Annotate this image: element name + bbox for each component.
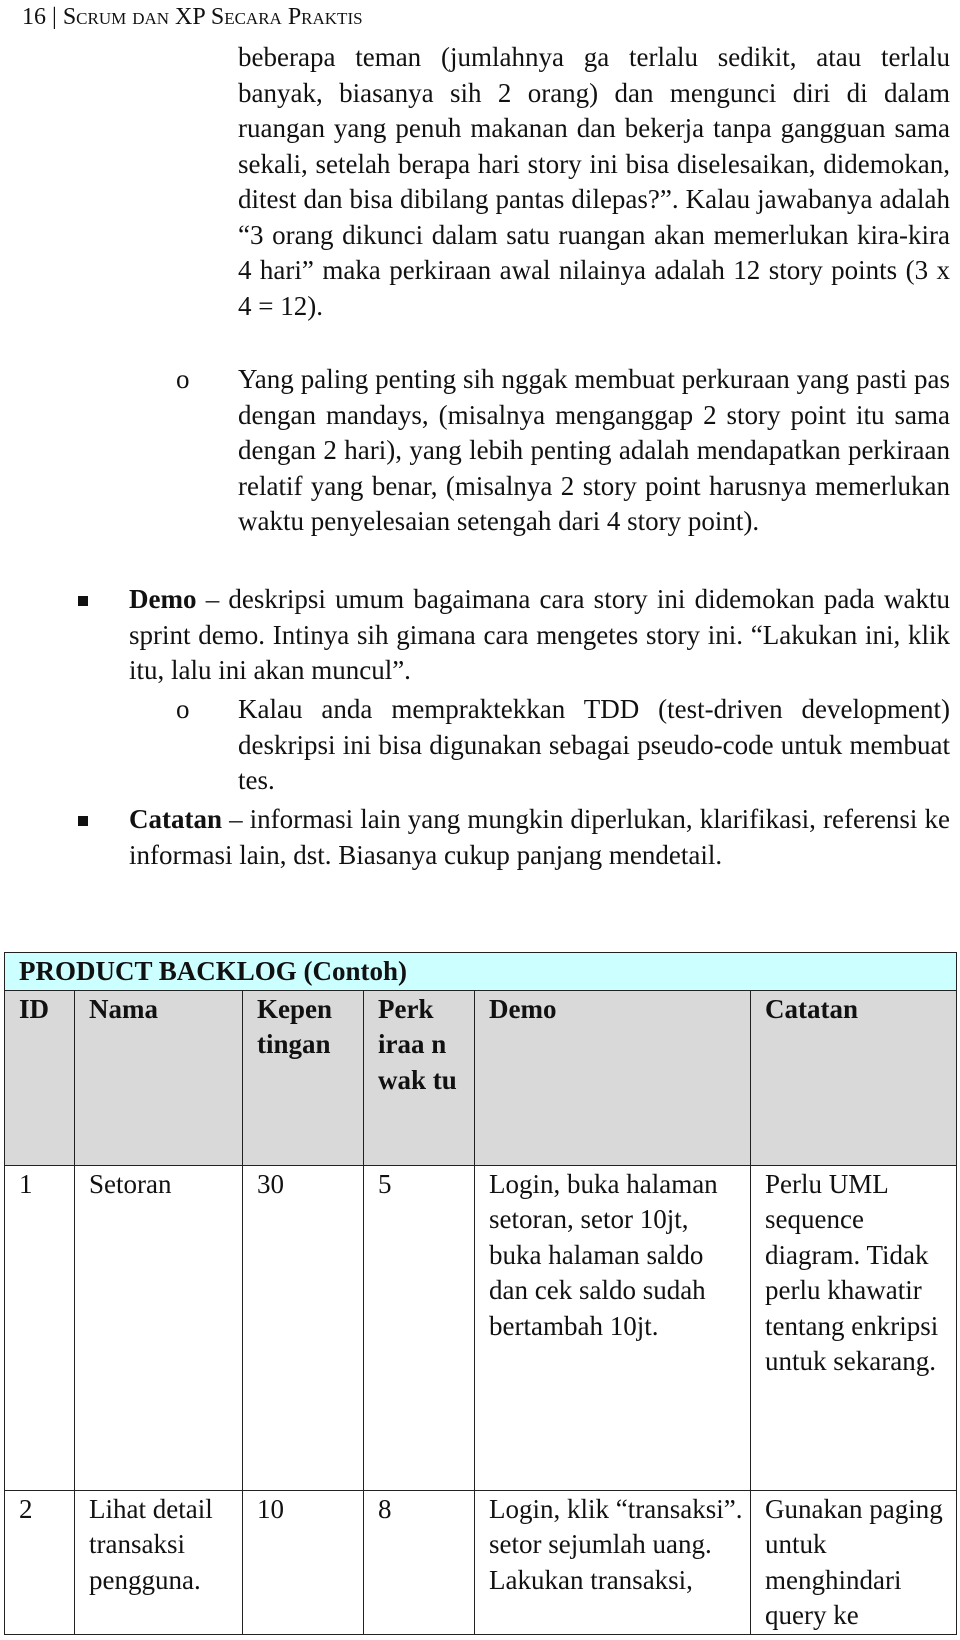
cell-demo: Login, buka halaman setoran, setor 10jt, buka halaman saldo dan cek saldo sudah bertambah 10jt. (475, 1165, 751, 1490)
header-id: ID (5, 990, 75, 1165)
header-demo: Demo (475, 990, 751, 1165)
table-title: PRODUCT BACKLOG (Contoh) (5, 953, 957, 991)
catatan-description: – informasi lain yang mungkin diperlukan, klarifikasi, referensi ke informasi lain, dst. Biasanya cukup panjang mendetail. (129, 804, 950, 870)
cell-kepentingan: 30 (243, 1165, 364, 1490)
book-title: Scrum dan XP Secara Praktis (62, 4, 363, 30)
demo-paragraph (129, 582, 950, 689)
cell-perkiraan: 8 (364, 1490, 475, 1634)
header-kepentingan: Kepen tingan (243, 990, 364, 1165)
cell-perkiraan: 5 (364, 1165, 475, 1490)
catatan-paragraph (129, 802, 950, 873)
header-catatan: Catatan (751, 990, 957, 1165)
mandays-paragraph: Yang paling penting sih nggak membuat perkuraan yang pasti pas dengan mandays, (misalnya menganggap 2 story point itu sama dengan 2 hari), yang lebih penting adalah mendapatkan perkiraan relatif yang benar, (misalnya 2 story point harusnya memerlukan waktu penyelesaian setengah dari 4 story point). (238, 364, 950, 536)
table-row (5, 1165, 957, 1490)
sub-bullet-marker: o (176, 364, 190, 394)
sub-bullet-marker: o (176, 694, 190, 724)
demo-term: Demo (129, 584, 197, 614)
page-header (22, 4, 363, 31)
table-row (5, 1490, 957, 1634)
bullet-square-icon (78, 596, 88, 606)
cell-nama: Setoran (75, 1165, 243, 1490)
cell-id: 2 (5, 1490, 75, 1634)
cell-kepentingan: 10 (243, 1490, 364, 1634)
bullet-square-icon (78, 816, 88, 826)
table-header-row (5, 990, 957, 1165)
cell-id: 1 (5, 1165, 75, 1490)
catatan-term: Catatan (129, 804, 222, 834)
page-number: 16 (22, 4, 46, 30)
product-backlog-table (4, 952, 957, 1635)
cell-demo: Login, klik “transaksi”. setor sejumlah uang. Lakukan transaksi, (475, 1490, 751, 1634)
cell-catatan: Perlu UML sequence diagram. Tidak perlu khawatir tentang enkripsi untuk sekarang. (751, 1165, 957, 1490)
table-title-row (5, 953, 957, 991)
cell-catatan: Gunakan paging untuk menghindari query ke (751, 1490, 957, 1634)
header-separator: | (52, 4, 57, 30)
demo-description: – deskripsi umum bagaimana cara story ini didemokan pada waktu sprint demo. Intinya sih gimana cara mengetes story ini. “Lakukan ini, klik itu, lalu ini akan muncul”. (129, 584, 950, 685)
tdd-paragraph: Kalau anda mempraktekkan TDD (test-driven development) deskripsi ini bisa digunakan sebagai pseudo-code untuk membuat tes. (238, 694, 950, 795)
header-nama: Nama (75, 990, 243, 1165)
cell-nama: Lihat detail transaksi pengguna. (75, 1490, 243, 1634)
header-perkiraan: Perk iraa n wak tu (364, 990, 475, 1165)
continuation-paragraph: beberapa teman (jumlahnya ga terlalu sedikit, atau terlalu banyak, biasanya sih 2 orang) dan mengunci diri di dalam ruangan yang penuh makanan dan bekerja tanpa gangguan sama sekali, setelah berapa hari story ini bisa diselesaikan, didemokan, ditest dan bisa dibilang pantas dilepas?”. Kalau jawabanya adalah “3 orang dikunci dalam satu ruangan akan memerlukan kira-kira 4 hari” maka perkiraan awal nilainya adalah 12 story points (3 x 4 = 12). (238, 42, 950, 321)
